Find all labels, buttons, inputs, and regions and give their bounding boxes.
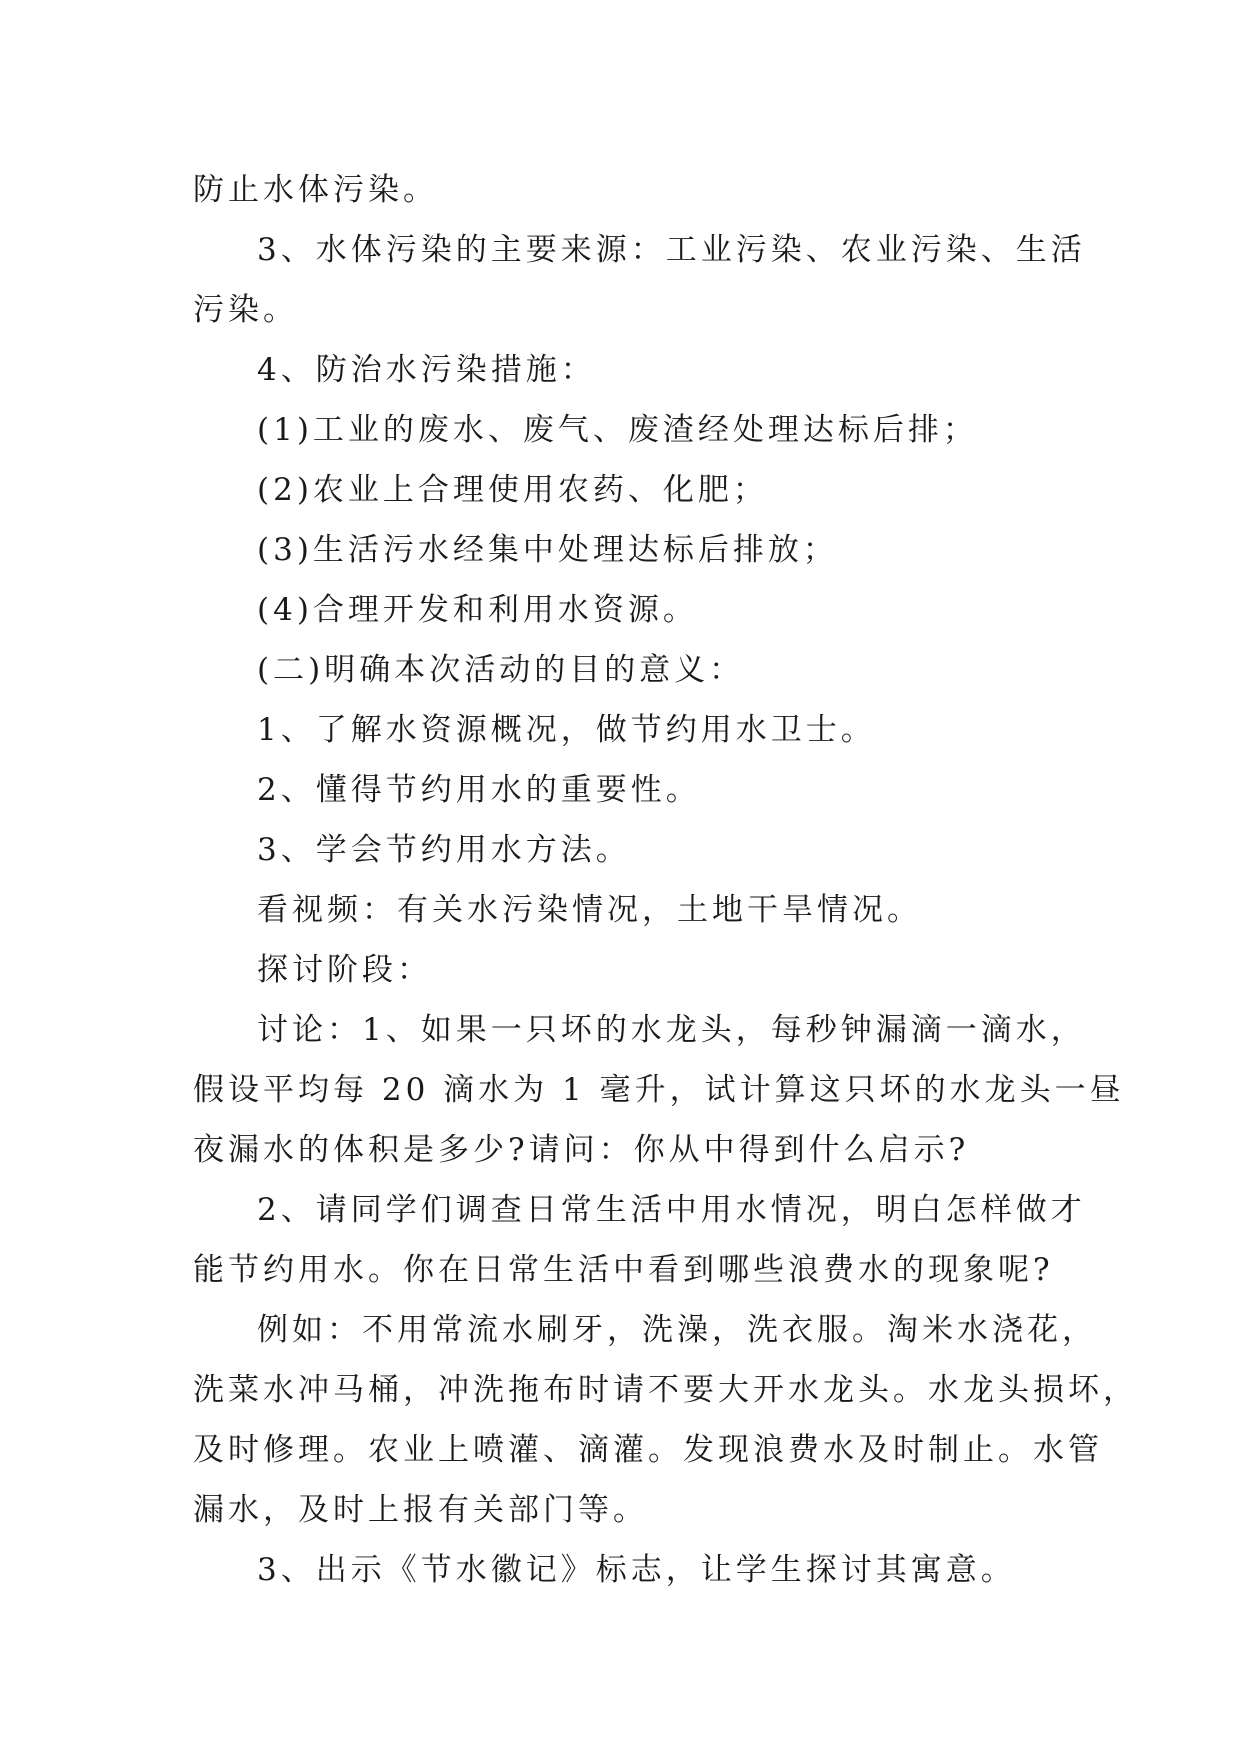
text-line: 夜漏水的体积是多少?请问：你从中得到什么启示?	[193, 1132, 970, 1168]
paragraph	[193, 1180, 1086, 1300]
text-line: 2、懂得节约用水的重要性。	[257, 772, 701, 808]
paragraph	[193, 1300, 1138, 1540]
text-line: 3、学会节约用水方法。	[257, 832, 631, 868]
paragraph	[193, 220, 1086, 340]
paragraph	[193, 340, 1055, 400]
document-body	[193, 160, 1138, 1600]
paragraph	[193, 1000, 1125, 1180]
text-line: 污染。	[193, 292, 298, 328]
text-line: 能节约用水。你在日常生活中看到哪些浪费水的现象呢?	[193, 1252, 1054, 1288]
text-line: 看视频：有关水污染情况，土地干旱情况。	[257, 892, 922, 928]
text-line: 3、水体污染的主要来源：工业污染、农业污染、生活	[257, 232, 1086, 268]
paragraph	[193, 580, 1055, 640]
paragraph	[193, 820, 1055, 880]
text-line: 及时修理。农业上喷灌、滴灌。发现浪费水及时制止。水管	[193, 1432, 1103, 1468]
paragraph	[193, 760, 1055, 820]
text-line: (3)生活污水经集中处理达标后排放；	[257, 532, 838, 568]
text-line: (二)明确本次活动的目的意义：	[257, 652, 745, 688]
paragraph	[193, 880, 1055, 940]
paragraph	[193, 700, 1055, 760]
text-line: 1、了解水资源概况，做节约用水卫士。	[257, 712, 876, 748]
text-line: 例如：不用常流水刷牙，洗澡，洗衣服。淘米水浇花，	[257, 1312, 1097, 1348]
text-line: 探讨阶段：	[257, 952, 432, 988]
text-line: 讨论：1、如果一只坏的水龙头，每秒钟漏滴一滴水，	[257, 1012, 1086, 1048]
paragraph	[193, 400, 1055, 460]
paragraph	[193, 640, 1055, 700]
text-line: (4)合理开发和利用水资源。	[257, 592, 698, 628]
text-line: 洗菜水冲马桶，冲洗拖布时请不要大开水龙头。水龙头损坏，	[193, 1372, 1138, 1408]
text-line: 假设平均每 20 滴水为 1 毫升，试计算这只坏的水龙头一昼	[193, 1072, 1125, 1108]
paragraph	[193, 520, 1055, 580]
text-line: 漏水，及时上报有关部门等。	[193, 1492, 648, 1528]
paragraph	[193, 1540, 1055, 1600]
text-line: (2)农业上合理使用农药、化肥；	[257, 472, 768, 508]
text-line: 防止水体污染。	[193, 172, 438, 208]
paragraph	[193, 940, 1055, 1000]
text-line: 2、请同学们调查日常生活中用水情况，明白怎样做才	[257, 1192, 1086, 1228]
text-line: (1)工业的废水、废气、废渣经处理达标后排；	[257, 412, 978, 448]
text-line: 3、出示《节水徽记》标志，让学生探讨其寓意。	[257, 1552, 1016, 1588]
paragraph	[193, 160, 1055, 220]
text-line: 4、防治水污染措施：	[257, 352, 596, 388]
paragraph	[193, 460, 1055, 520]
